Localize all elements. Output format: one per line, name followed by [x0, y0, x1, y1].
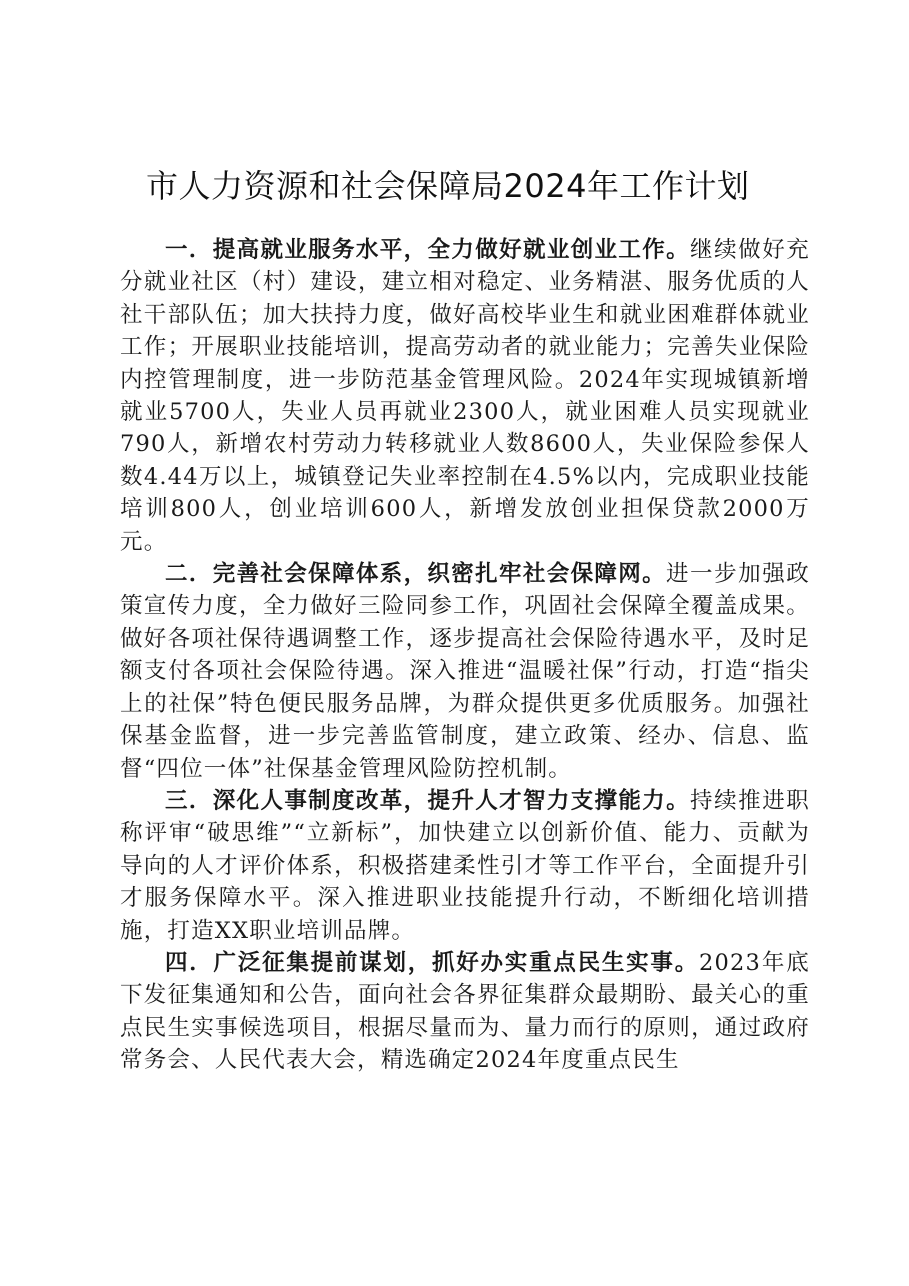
paragraph-heading: 一．提高就业服务水平，全力做好就业创业工作。 [165, 237, 691, 263]
paragraph-employment [120, 234, 810, 558]
document-body [120, 234, 810, 1077]
paragraph-livelihood-projects [120, 947, 810, 1077]
paragraph-heading: 四．广泛征集提前谋划，抓好办实重点民生实事。 [165, 949, 699, 976]
paragraph-social-security [120, 558, 810, 785]
paragraph-heading: 二．完善社会保障体系，织密扎牢社会保障网。 [165, 561, 666, 588]
paragraph-text: 持续推进职称评审“破思维”“立新标”，加快建立以创新价值、能力、贡献为导向的人才评价体系，积极搭建柔性引才等工作平台，全面提升引才服务保障水平。深入推进职业技能提升行动，不断细化培训措施，打造XX职业培训品牌。 [120, 787, 810, 944]
paragraph-text: 进一步加强政策宣传力度，全力做好三险同参工作，巩固社会保障全覆盖成果。做好各项社保待遇调整工作，逐步提高社会保险待遇水平，及时足额支付各项社会保险待遇。深入推进“温暖社保”行动，打造“指尖上的社保”特色便民服务品牌，为群众提供更多优质服务。加强社保基金监督，进一步完善监管制度，建立政策、经办、信息、监督“四位一体”社保基金管理风险防控机制。 [120, 561, 810, 782]
paragraph-heading: 三．深化人事制度改革，提升人才智力支撑能力。 [165, 787, 691, 814]
paragraph-personnel-reform [120, 785, 810, 947]
paragraph-text: 2023年底下发征集通知和公告，面向社会各界征集群众最期盼、最关心的重点民生实事候选项目，根据尽量而为、量力而行的原则，通过政府常务会、人民代表大会，精选确定2024年度重点民生 [120, 949, 810, 1074]
paragraph-text: 继续做好充分就业社区（村）建设，建立相对稳定、业务精湛、服务优质的人社干部队伍；加大扶持力度，做好高校毕业生和就业困难群体就业工作；开展职业技能培训，提高劳动者的就业能力；完善失业保险内控管理制度，进一步防范基金管理风险。2024年实现城镇新增就业5700人，失业人员再就业2300人，就业困难人员实现就业790人，新增农村劳动力转移就业人数8600人，失业保险参保人数4.44万以上，城镇登记失业率控制在4.5%以内，完成职业技能培训800人，创业培训600人，新增发放创业担保贷款2000万元。 [120, 237, 810, 555]
document-title: 市人力资源和社会保障局2024年工作计划 [146, 167, 750, 205]
